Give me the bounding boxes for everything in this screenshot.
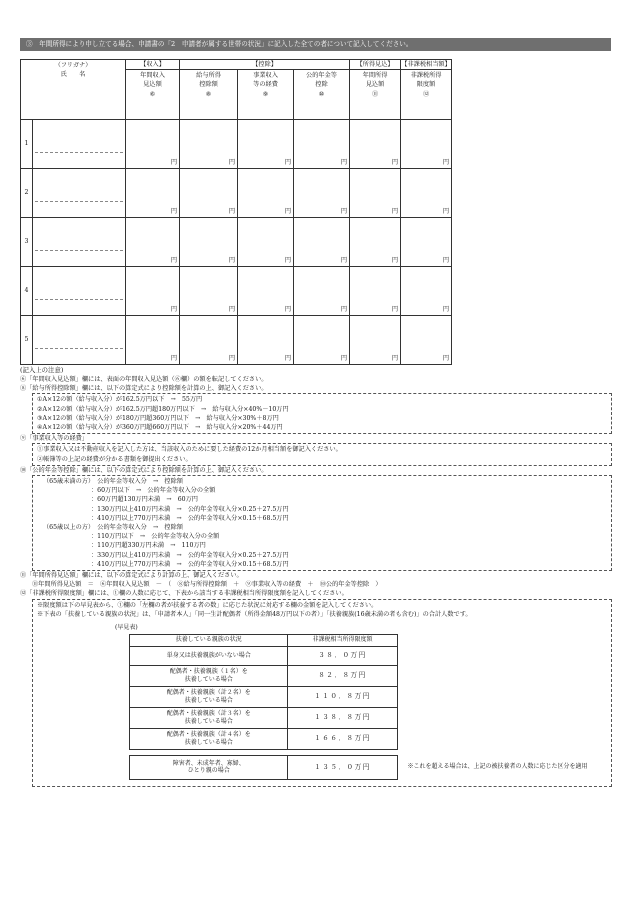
income-estimate-input[interactable]: 円: [350, 267, 401, 316]
table-row: [21, 169, 452, 218]
furigana-input[interactable]: [35, 334, 123, 349]
note-12: ⑫「非課税所得限度額」欄には、①欄の人数に応じて、下表から該当する非課税相当所得限度額を記入してください。: [20, 590, 348, 598]
note-11: ⑪「年間所得見込額」欄には、以下の算定式により計算の上、御記入ください。: [20, 572, 243, 580]
col-annual-income-estimate: 年間所得 見込額 ⑪: [350, 70, 401, 120]
quick-status: 配偶者・扶養親族（計２名）を 扶養している場合: [130, 686, 288, 707]
table-row: [21, 120, 452, 169]
pension-deduction-input[interactable]: 円: [294, 316, 350, 365]
nontaxable-limit-input[interactable]: 円: [401, 169, 452, 218]
quick-row: [130, 707, 607, 728]
notes-title: (記入上の注意): [20, 366, 64, 374]
table-row: [21, 218, 452, 267]
pension-line: ：110万円以下 → 公的年金等収入分の全額: [91, 533, 220, 541]
income-table: [20, 59, 452, 365]
business-expense-input[interactable]: 円: [238, 218, 294, 267]
furigana-input[interactable]: [35, 187, 123, 202]
quick-head-status: 扶養している親族の状況: [130, 634, 288, 646]
name-input[interactable]: [33, 267, 126, 316]
col-pension-deduction: 公的年金等 控除 ⑩: [294, 70, 350, 120]
quick-amount: １３５．０万円: [288, 755, 397, 779]
note-9: ⑨「事業収入等の経費」: [20, 435, 89, 443]
quick-status: 配偶者・扶養親族（計３名）を 扶養している場合: [130, 707, 288, 728]
quick-row: [130, 646, 607, 665]
note-8-line: ②A×12の額（給与収入分）が162.5万円超180万円以下 → 給与収入分×40%－10万円: [37, 405, 289, 413]
pension-deduction-input[interactable]: 円: [294, 267, 350, 316]
col-annual-income: 年間収入 見込額 ⑥: [126, 70, 180, 120]
note-6: ⑥「年間収入見込額」欄には、表面の年間収入見込額（⑥欄）の額を転記してください。: [20, 376, 268, 383]
quick-amount: ８２．８万円: [288, 665, 397, 686]
business-expense-input[interactable]: 円: [238, 316, 294, 365]
quick-table-note: ※これを超える場合は、上記の被扶養者の人数に応じた区分を適用: [407, 763, 588, 771]
annual-income-input[interactable]: 円: [126, 267, 180, 316]
note-12-box: [32, 599, 612, 787]
quick-status: 配偶者・扶養親族（１名）を 扶養している場合: [130, 665, 288, 686]
pension-deduction-input[interactable]: 円: [294, 218, 350, 267]
note-11-formula: ⑪年間所得見込額 ＝ ⑥年間収入見込額 － （ ⑧給与所得控除額 ＋ ⑨事業収入等の経費 ＋ ⑩公的年金等控除 ）: [32, 581, 382, 589]
pension-line: ：330万円以上410万円未満 → 公的年金等収入分×0.25＋27.5万円: [91, 551, 289, 559]
pension-line: ：110万円超330万円未満 → 110万円: [91, 542, 206, 550]
pension-line: ：410万円以上770万円未満 → 公的年金等収入分×0.15＋68.5万円: [91, 514, 289, 522]
annual-income-input[interactable]: 円: [126, 169, 180, 218]
col-nontaxable-limit: 非課税所得 限度額 ⑫: [401, 70, 452, 120]
salary-deduction-input[interactable]: 円: [180, 218, 238, 267]
row-number: 1: [21, 120, 33, 169]
group-income: 【収入】: [126, 60, 180, 70]
pension-line: ：60万円超130万円未満 → 60万円: [91, 496, 198, 504]
pension-line: ：60万円以下 → 公的年金等収入分の全額: [91, 487, 216, 495]
name-label: 氏 名: [60, 70, 86, 78]
note-12-line: ※限度額は下の早見表から、①欄の「左欄の者が扶養する者の数」に応じた状況に対応する欄の金額を記入してください。: [37, 601, 378, 609]
quick-amount: １６６．８万円: [288, 728, 397, 749]
nontaxable-limit-input[interactable]: 円: [401, 316, 452, 365]
quick-amount: ３８．０万円: [288, 646, 397, 665]
pension-line: ：130万円以上410万円未満 → 公的年金等収入分×0.25＋27.5万円: [91, 505, 289, 513]
quick-amount: １１０．８万円: [288, 686, 397, 707]
name-input[interactable]: [33, 169, 126, 218]
quick-status: 単身又は扶養親族がいない場合: [130, 646, 288, 665]
quick-head-limit: 非課税相当所得限度額: [288, 634, 397, 646]
business-expense-input[interactable]: 円: [238, 267, 294, 316]
nontaxable-limit-input[interactable]: 円: [401, 120, 452, 169]
salary-deduction-input[interactable]: 円: [180, 267, 238, 316]
table-row: [21, 316, 452, 365]
quick-table-title: (早見表): [115, 624, 138, 632]
note-8-box: [32, 393, 612, 434]
group-income-estimate: 【所得見込】: [350, 60, 401, 70]
note-10: ⑩「公的年金等控除」欄には、以下の算定式により控除額を計算の上、御記入ください。: [20, 466, 268, 474]
note-12-line: ※下表の「扶養している親族の状況」は、「申請者本人」「同一生計配偶者（所得金額48万円以下の者）」「扶養親族(16歳未満の者も含む)」の合計人数です。: [37, 610, 472, 618]
row-number: 3: [21, 218, 33, 267]
note-8: ⑧「給与所得控除額」欄には、以下の算定式により控除額を計算の上、御記入ください。: [20, 385, 268, 393]
note-9-line: ①事業収入又は不動産収入を記入した方は、当該収入のために要した経費の12か月相当額を御記入ください。: [37, 446, 342, 454]
annual-income-input[interactable]: 円: [126, 218, 180, 267]
pension-deduction-input[interactable]: 円: [294, 120, 350, 169]
group-limit: 【非課税相当額】: [401, 60, 451, 68]
quick-row: [130, 686, 607, 707]
quick-status: 障害者、未成年者、寡婦、 ひとり親の場合: [130, 755, 288, 779]
annual-income-input[interactable]: 円: [126, 316, 180, 365]
col-salary-deduction: 給与所得 控除額 ⑧: [180, 70, 238, 120]
table-row: [21, 267, 452, 316]
instructions: [20, 366, 612, 787]
furigana-input[interactable]: [35, 236, 123, 251]
name-input[interactable]: [33, 120, 126, 169]
note-9-box: [32, 443, 612, 465]
quick-row: [130, 665, 607, 686]
pension-under65: （65歳未満の方） 公的年金等収入分 → 控除額: [43, 478, 183, 486]
quick-table: [129, 634, 607, 780]
group-deduction: 【控除】: [180, 60, 350, 70]
income-estimate-input[interactable]: 円: [350, 218, 401, 267]
section-header: ③ 年間所得により申し立てる場合、申請書の「2 申請者が属する世帯の状況」に記入した全ての者について記入してください。: [20, 38, 611, 51]
name-input[interactable]: [33, 218, 126, 267]
nontaxable-limit-input[interactable]: 円: [401, 267, 452, 316]
pension-over65: （65歳以上の方） 公的年金等収入分 → 控除額: [43, 524, 183, 532]
annual-income-input[interactable]: 円: [126, 120, 180, 169]
note-10-box: [32, 475, 612, 571]
name-header-cell: [21, 60, 126, 120]
furigana-input[interactable]: [35, 285, 123, 300]
income-estimate-input[interactable]: 円: [350, 169, 401, 218]
row-number: 2: [21, 169, 33, 218]
salary-deduction-input[interactable]: 円: [180, 120, 238, 169]
salary-deduction-input[interactable]: 円: [180, 169, 238, 218]
income-estimate-input[interactable]: 円: [350, 120, 401, 169]
note-8-line: ③A×12の額（給与収入分）が180万円超360万円以下 → 給与収入分×30%＋8万円: [37, 414, 279, 422]
quick-amount: １３８．８万円: [288, 707, 397, 728]
furigana-label: （フリガナ）: [54, 62, 92, 69]
income-estimate-input[interactable]: 円: [350, 316, 401, 365]
quick-row: [130, 728, 607, 749]
pension-deduction-input[interactable]: 円: [294, 169, 350, 218]
row-number: 5: [21, 316, 33, 365]
nontaxable-limit-input[interactable]: 円: [401, 218, 452, 267]
business-expense-input[interactable]: 円: [238, 120, 294, 169]
note-9-line: ②帳簿等の上記の経費が分かる書類を御提出ください。: [37, 455, 192, 463]
row-number: 4: [21, 267, 33, 316]
salary-deduction-input[interactable]: 円: [180, 316, 238, 365]
furigana-input[interactable]: [35, 138, 123, 153]
business-expense-input[interactable]: 円: [238, 169, 294, 218]
name-input[interactable]: [33, 316, 126, 365]
note-8-line: ①A×12の額（給与収入分）が162.5万円以下 → 55万円: [37, 396, 203, 404]
quick-status: 配偶者・扶養親族（計４名）を 扶養している場合: [130, 728, 288, 749]
quick-row-special: [130, 755, 607, 779]
note-8-line: ④A×12の額（給与収入分）が360万円超660万円以下 → 給与収入分×20%＋44万円: [37, 424, 283, 432]
pension-line: ：410万円以上770万円未満 → 公的年金等収入分×0.15＋68.5万円: [91, 560, 289, 568]
col-business-expense: 事業収入 等の経費 ⑨: [238, 70, 294, 120]
